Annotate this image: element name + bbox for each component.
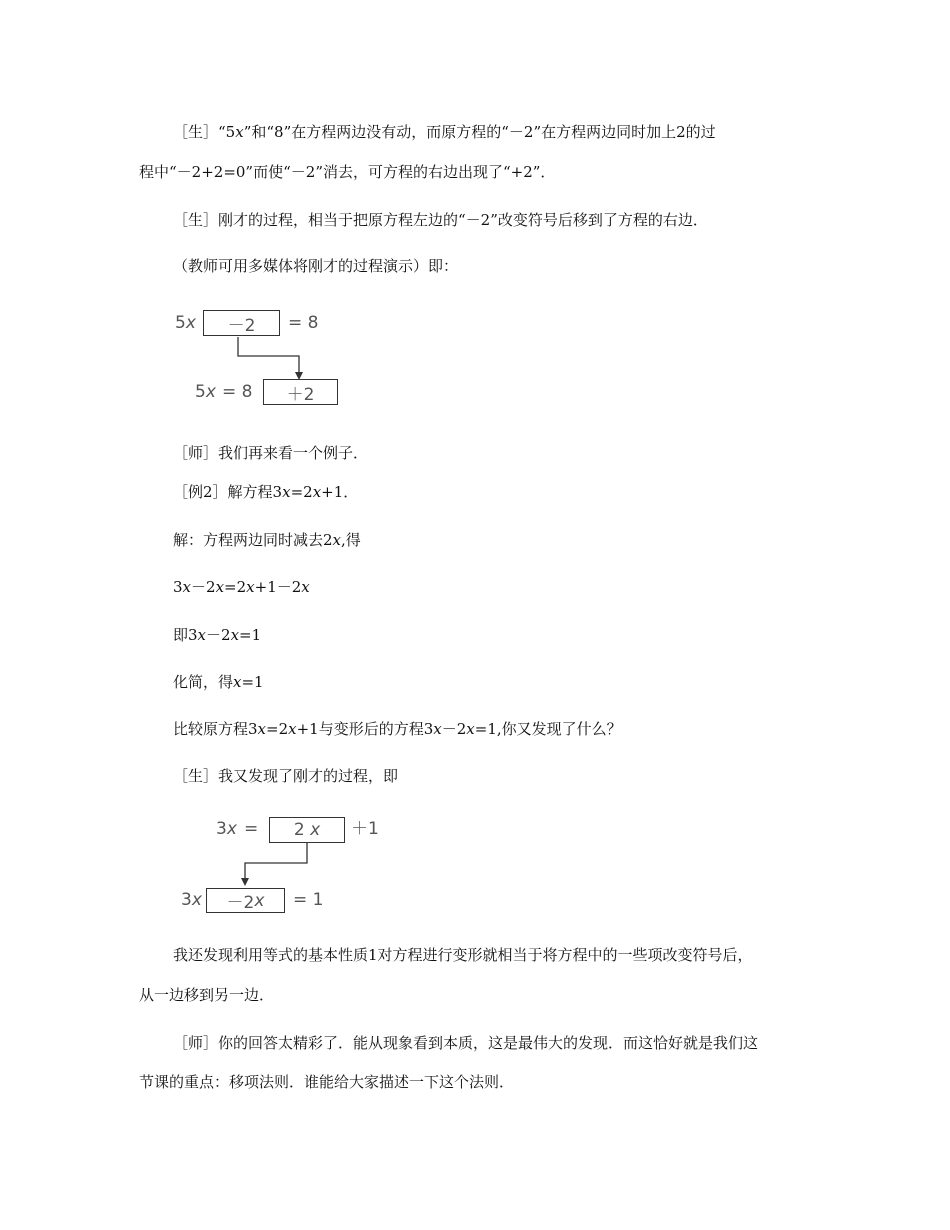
equation-step-2: 即3x－2x=1 bbox=[173, 626, 262, 644]
diagram2-bottom-right: = 1 bbox=[293, 890, 324, 910]
paragraph-teacher-praise-line1: ［师］你的回答太精彩了．能从现象看到本质，这是最伟大的发现．而这恰好就是我们这 bbox=[173, 1034, 759, 1052]
diagram2-bottom-left: 3x bbox=[181, 890, 202, 910]
paragraph-student-1-line2: 程中“－2+2=0”而使“－2”消去，可方程的右边出现了“+2”． bbox=[139, 163, 556, 181]
diagram1-top-right: = 8 bbox=[288, 313, 319, 333]
paragraph-student-2: ［生］刚才的过程，相当于把原方程左边的“－2”改变符号后移到了方程的右边． bbox=[173, 211, 708, 229]
equation-step-3: 化简，得x=1 bbox=[173, 673, 264, 691]
text: ”和“8”在方程两边没有动，而原方程的“－2”在方程两边同时加上2的过 bbox=[243, 123, 716, 141]
paragraph-teacher-demo: （教师可用多媒体将刚才的过程演示）即： bbox=[173, 257, 459, 275]
diagram2-top-right: ＋1 bbox=[351, 819, 379, 839]
diagram2-top-box: 2 x bbox=[269, 817, 345, 843]
paragraph-student-3: ［生］我又发现了刚才的过程，即 bbox=[173, 767, 399, 785]
variable: x bbox=[235, 123, 244, 141]
equation-step-1: 3x－2x=2x+1－2x bbox=[173, 578, 310, 596]
diagram1-top-box: －2 bbox=[203, 310, 280, 336]
diagram1-top-left: 5x bbox=[175, 313, 196, 333]
diagram1-bottom-left: 5x bbox=[195, 382, 216, 402]
diagram2-top-eq: = bbox=[244, 819, 259, 839]
diagram2-top-left: 3x bbox=[216, 819, 237, 839]
diagram2-bottom-box: －2 x bbox=[206, 888, 285, 913]
paragraph-teacher-example: ［师］我们再来看一个例子． bbox=[173, 444, 369, 462]
paragraph-student-1-line1 bbox=[173, 122, 716, 142]
diagram1-bottom-box: ＋2 bbox=[263, 379, 338, 405]
text: ［生］“5 bbox=[173, 123, 236, 141]
diagram1-bottom-mid: = 8 bbox=[222, 382, 253, 402]
solution-step: 解：方程两边同时减去2x,得 bbox=[173, 531, 361, 549]
paragraph-student-4-line1: 我还发现利用等式的基本性质1对方程进行变形就相当于将方程中的一些项改变符号后， bbox=[173, 946, 753, 964]
example-2-heading: ［例2］解方程3x=2x+1． bbox=[173, 483, 359, 501]
comparison-question: 比较原方程3x=2x+1与变形后的方程3x－2x=1,你又发现了什么？ bbox=[173, 720, 622, 738]
paragraph-teacher-praise-line2: 节课的重点：移项法则．谁能给大家描述一下这个法则． bbox=[139, 1073, 515, 1091]
paragraph-student-4-line2: 从一边移到另一边． bbox=[139, 986, 275, 1004]
